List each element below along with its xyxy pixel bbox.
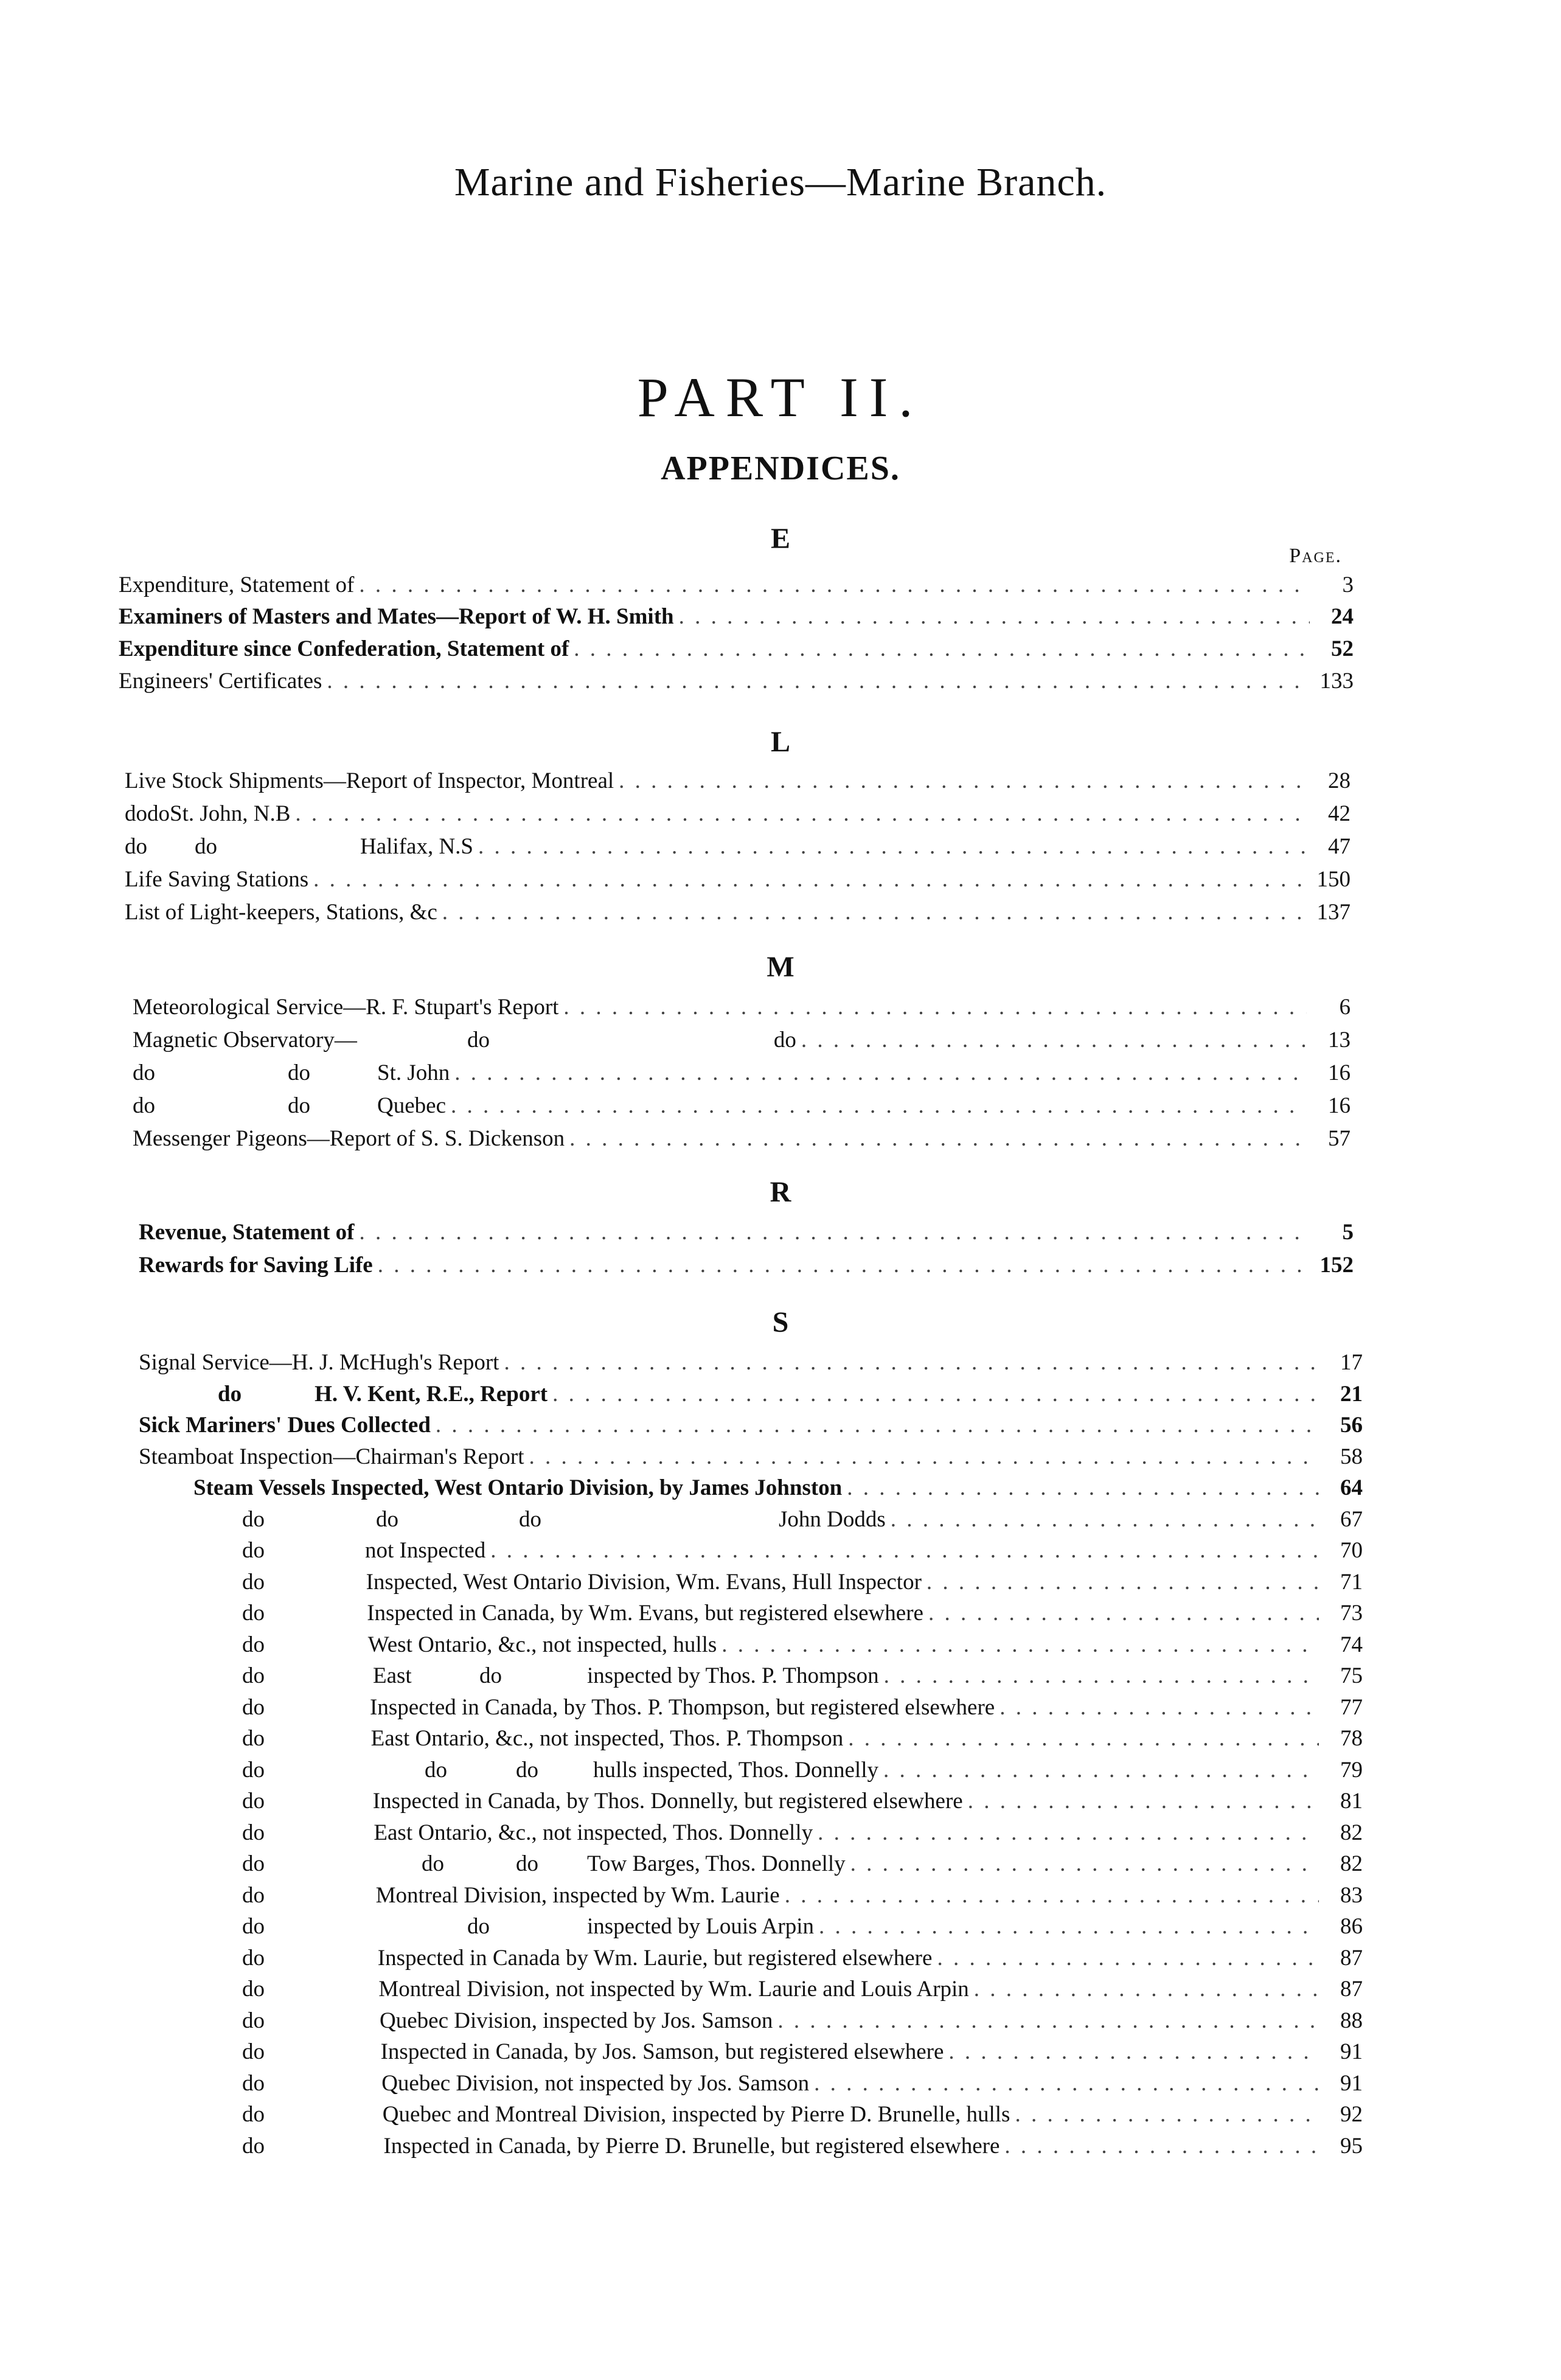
ditto-mark: do — [133, 1093, 155, 1118]
ditto-mark: do — [242, 1538, 265, 1563]
index-entry — [139, 2039, 1363, 2072]
dot-leader — [1004, 2133, 1319, 2159]
ditto-mark: do — [218, 1381, 242, 1407]
index-entry — [139, 1976, 1363, 2009]
page-number: 73 — [1340, 1601, 1363, 1626]
ditto-mark: do — [288, 1060, 310, 1085]
ditto-mark: do — [479, 1663, 502, 1688]
dot-leader — [814, 2070, 1319, 2096]
page-number: 57 — [1328, 1126, 1351, 1151]
entry-title: Examiners of Masters and Mates—Report of W. H. Smith — [119, 604, 674, 629]
index-entry — [125, 866, 1351, 899]
page-number: 28 — [1328, 768, 1351, 793]
entry-title: Sick Mariners' Dues Collected — [139, 1413, 431, 1438]
page-number: 75 — [1340, 1663, 1363, 1688]
dot-leader — [574, 636, 1310, 662]
ditto-mark: do — [422, 1851, 444, 1876]
page-number: 86 — [1340, 1914, 1363, 1939]
page-number: 91 — [1340, 2070, 1363, 2096]
index-entry — [139, 1537, 1363, 1570]
ditto-mark: do — [242, 1632, 265, 1657]
page-number: 77 — [1340, 1694, 1363, 1720]
page-number: 81 — [1340, 1789, 1363, 1814]
entry-title: Inspected in Canada, by Thos. P. Thompson, but registered elsewhere — [370, 1694, 995, 1720]
page-number: 16 — [1328, 1093, 1351, 1118]
ditto-mark: do — [242, 2070, 265, 2096]
index-entry — [139, 1663, 1363, 1696]
dot-leader — [552, 1381, 1319, 1407]
ditto-mark: do — [242, 1757, 265, 1783]
index-entry — [125, 899, 1351, 932]
dot-leader — [619, 768, 1307, 794]
index-entry — [139, 1506, 1363, 1539]
ditto-mark: do — [242, 1601, 265, 1626]
page-number: 79 — [1340, 1757, 1363, 1783]
page-number: 87 — [1340, 1945, 1363, 1971]
dot-leader — [313, 866, 1307, 892]
dot-leader — [801, 1027, 1307, 1053]
dot-leader — [454, 1060, 1307, 1086]
entry-title: East Ontario, &c., not inspected, Thos. Donnelly — [374, 1820, 813, 1845]
index-entry — [133, 1060, 1351, 1093]
ditto-mark: do — [242, 1569, 265, 1595]
ditto-mark: do — [519, 1506, 541, 1532]
page-number: 17 — [1340, 1350, 1363, 1375]
page-number: 64 — [1340, 1475, 1363, 1500]
entry-title: John Dodds — [779, 1506, 886, 1532]
ditto-mark: do — [242, 1663, 265, 1688]
index-entry — [139, 1349, 1363, 1382]
dot-leader — [891, 1506, 1319, 1533]
index-entry — [139, 1569, 1363, 1602]
ditto-mark: East — [373, 1663, 412, 1688]
ditto-mark: do — [376, 1506, 398, 1532]
dot-leader — [451, 1093, 1307, 1119]
dot-leader — [721, 1632, 1319, 1658]
dot-leader — [785, 1882, 1319, 1909]
section-letter-r: R — [770, 1176, 791, 1208]
section-letter-l: L — [770, 726, 790, 758]
dot-leader — [529, 1444, 1319, 1470]
page-number: 6 — [1339, 995, 1351, 1020]
entry-title: Messenger Pigeons—Report of S. S. Dickenson — [133, 1126, 565, 1151]
page-number: 78 — [1340, 1726, 1363, 1751]
index-entry — [139, 1219, 1354, 1252]
entry-title: Inspected in Canada, by Pierre D. Brunelle, but registered elsewhere — [383, 2133, 1000, 2159]
page-number: 21 — [1340, 1381, 1363, 1407]
ditto-mark: do — [242, 1851, 265, 1876]
index-entry — [139, 1757, 1363, 1790]
ditto-mark: do — [242, 1820, 265, 1845]
page-number: 150 — [1316, 867, 1351, 892]
page-number: 92 — [1340, 2102, 1363, 2127]
ditto-mark: do — [125, 801, 147, 826]
index-entry — [139, 1851, 1363, 1884]
page-number: 83 — [1340, 1882, 1363, 1908]
ditto-mark: do — [425, 1757, 447, 1783]
index-entry — [139, 1882, 1363, 1915]
index-entry — [139, 1820, 1363, 1853]
entry-title: Inspected, West Ontario Division, Wm. Evans, Hull Inspector — [366, 1569, 922, 1595]
page-number: 56 — [1340, 1413, 1363, 1438]
entry-title: St. John — [377, 1060, 450, 1085]
dot-leader — [490, 1537, 1319, 1564]
ditto-mark: do — [242, 2133, 265, 2159]
index-entry — [119, 604, 1354, 636]
entry-title: Expenditure, Statement of — [119, 572, 355, 597]
ditto-mark: do — [242, 1882, 265, 1908]
index-entry — [133, 1126, 1351, 1158]
dot-leader — [378, 1252, 1310, 1278]
entry-title: Inspected in Canada, by Wm. Evans, but registered elsewhere — [367, 1601, 923, 1626]
entry-title: Quebec Division, not inspected by Jos. Samson — [381, 2070, 810, 2096]
entry-title: List of Light-keepers, Stations, &c — [125, 900, 437, 925]
ditto-mark: do — [242, 1506, 265, 1532]
dot-leader — [848, 1725, 1319, 1752]
entry-title: Engineers' Certificates — [119, 669, 322, 694]
page-number: 82 — [1340, 1851, 1363, 1876]
index-entry — [139, 2133, 1363, 2166]
section-letter-e: E — [770, 523, 790, 555]
page-number: 91 — [1340, 2039, 1363, 2064]
index-entry — [139, 1412, 1363, 1445]
ditto-mark: Magnetic Observatory— — [133, 1028, 357, 1053]
entry-title: inspected by Louis Arpin — [587, 1914, 815, 1939]
index-entry — [133, 1027, 1351, 1060]
ditto-mark: do — [147, 801, 170, 826]
entry-title: Life Saving Stations — [125, 867, 309, 892]
index-entry — [139, 2101, 1363, 2134]
page-number: 133 — [1319, 669, 1354, 694]
page-number: 24 — [1331, 604, 1354, 629]
entry-title: hulls inspected, Thos. Donnelly — [593, 1757, 878, 1783]
entry-title: Quebec Division, inspected by Jos. Samson — [380, 2008, 773, 2033]
ditto-mark: do — [242, 2102, 265, 2127]
page-number: 47 — [1328, 834, 1351, 859]
appendices-title: APPENDICES. — [661, 450, 900, 487]
index-entry — [139, 1632, 1363, 1665]
index-entry — [139, 1444, 1363, 1477]
dot-leader — [1000, 1694, 1319, 1721]
entry-title: Halifax, N.S — [360, 834, 473, 859]
page-number: 42 — [1328, 801, 1351, 826]
page-number: 70 — [1340, 1538, 1363, 1563]
index-entry — [139, 1252, 1354, 1285]
dot-leader — [504, 1349, 1319, 1376]
ditto-mark: do — [195, 834, 217, 859]
index-entry — [139, 2008, 1363, 2041]
ditto-mark: do — [242, 1977, 265, 2002]
index-entry — [139, 1913, 1363, 1946]
dot-leader — [360, 1219, 1310, 1245]
entry-title: Revenue, Statement of — [139, 1220, 355, 1245]
index-entry — [119, 572, 1354, 605]
ditto-mark: do — [242, 1726, 265, 1751]
dot-leader — [884, 1663, 1319, 1689]
entry-title: Live Stock Shipments—Report of Inspector, Montreal — [125, 768, 614, 793]
index-entry — [139, 1600, 1363, 1633]
index-entry — [139, 2070, 1363, 2103]
ditto-mark: do — [242, 1789, 265, 1814]
part-title: PART II. — [637, 366, 924, 428]
page-number: 71 — [1340, 1569, 1363, 1595]
entry-title: Meteorological Service—R. F. Stupart's Report — [133, 995, 559, 1020]
ditto-mark: do — [242, 1694, 265, 1720]
entry-title: H. V. Kent, R.E., Report — [315, 1381, 548, 1407]
section-letter-m: M — [767, 951, 794, 983]
dot-leader — [569, 1126, 1307, 1152]
page-number: 87 — [1340, 1977, 1363, 2002]
dot-leader — [777, 2008, 1319, 2034]
dot-leader — [818, 1820, 1319, 1846]
entry-title: Rewards for Saving Life — [139, 1253, 373, 1278]
ditto-mark: do — [516, 1851, 538, 1876]
dot-leader — [927, 1569, 1319, 1595]
entry-title: Signal Service—H. J. McHugh's Report — [139, 1350, 499, 1375]
entry-title: Montreal Division, not inspected by Wm. Laurie and Louis Arpin — [378, 1977, 969, 2002]
entry-title: Steamboat Inspection—Chairman's Report — [139, 1444, 524, 1469]
index-entry — [139, 1694, 1363, 1727]
entry-title: Quebec — [377, 1093, 446, 1118]
ditto-mark: do — [133, 1060, 155, 1085]
dot-leader — [968, 1788, 1319, 1814]
dot-leader — [359, 572, 1310, 598]
page-number: 52 — [1331, 636, 1354, 661]
index-entry — [125, 768, 1351, 801]
entry-title: Montreal Division, inspected by Wm. Laurie — [375, 1882, 780, 1908]
index-entry — [133, 994, 1351, 1027]
ditto-mark: do — [242, 1945, 265, 1971]
entry-title: Inspected in Canada, by Jos. Samson, but registered elsewhere — [380, 2039, 944, 2064]
ditto-mark: do — [242, 2008, 265, 2033]
page-column-label: Page. — [1289, 545, 1342, 567]
dot-leader — [974, 1976, 1319, 2002]
index-entry — [119, 668, 1354, 701]
dot-leader — [847, 1475, 1319, 1501]
entry-title: not Inspected — [365, 1538, 486, 1563]
page-number: 88 — [1340, 2008, 1363, 2033]
dot-leader — [819, 1913, 1319, 1940]
page-number: 13 — [1328, 1028, 1351, 1053]
page-number: 58 — [1340, 1444, 1363, 1469]
entry-title: Quebec and Montreal Division, inspected by Pierre D. Brunelle, hulls — [382, 2102, 1010, 2127]
entry-title: Expenditure since Confederation, Statement of — [119, 636, 569, 661]
section-letter-s: S — [772, 1306, 789, 1338]
dot-leader — [478, 833, 1307, 860]
dot-leader — [436, 1412, 1319, 1438]
ditto-mark: do — [242, 2039, 265, 2064]
ditto-mark: do — [288, 1093, 310, 1118]
entry-title: Steam Vessels Inspected, West Ontario Division, by James Johnston — [193, 1475, 843, 1500]
dot-leader — [679, 604, 1310, 630]
page-number: 137 — [1316, 900, 1351, 925]
entry-title: Tow Barges, Thos. Donnelly — [587, 1851, 846, 1876]
entry-title: do — [773, 1028, 796, 1053]
page-number: 3 — [1342, 572, 1354, 597]
dot-leader — [850, 1851, 1319, 1877]
ditto-mark: do — [467, 1914, 490, 1939]
index-entry — [139, 1725, 1363, 1758]
entry-title: Inspected in Canada by Wm. Laurie, but registered elsewhere — [377, 1945, 933, 1971]
entry-title: West Ontario, &c., not inspected, hulls — [367, 1632, 717, 1657]
page-number: 16 — [1328, 1060, 1351, 1085]
dot-leader — [295, 801, 1307, 827]
entry-title: Inspected in Canada, by Thos. Donnelly, but registered elsewhere — [372, 1789, 963, 1814]
entry-title: inspected by Thos. P. Thompson — [587, 1663, 879, 1688]
index-entry — [139, 1381, 1363, 1414]
index-entry — [139, 1788, 1363, 1821]
dot-leader — [1015, 2101, 1319, 2128]
dot-leader — [442, 899, 1307, 925]
page-number: 152 — [1319, 1253, 1354, 1278]
page-number: 67 — [1340, 1506, 1363, 1532]
index-entry — [193, 1475, 1363, 1508]
ditto-mark: do — [125, 834, 147, 859]
entry-title: East Ontario, &c., not inspected, Thos. P. Thompson — [370, 1726, 844, 1751]
index-entry — [125, 801, 1351, 833]
dot-leader — [883, 1757, 1319, 1783]
index-entry — [119, 636, 1354, 669]
running-header: Marine and Fisheries—Marine Branch. — [454, 160, 1107, 204]
dot-leader — [937, 1945, 1319, 1971]
index-entry — [139, 1945, 1363, 1978]
index-entry — [125, 833, 1351, 866]
dot-leader — [327, 668, 1310, 694]
dot-leader — [928, 1600, 1319, 1626]
index-entry — [133, 1093, 1351, 1126]
ditto-mark: do — [467, 1028, 490, 1053]
page-number: 95 — [1340, 2133, 1363, 2159]
dot-leader — [563, 994, 1307, 1020]
page-number: 82 — [1340, 1820, 1363, 1845]
ditto-mark: do — [242, 1914, 265, 1939]
page-number: 74 — [1340, 1632, 1363, 1657]
page-number: 5 — [1342, 1220, 1354, 1245]
dot-leader — [948, 2039, 1319, 2065]
entry-title: St. John, N.B — [170, 801, 291, 826]
ditto-mark: do — [516, 1757, 538, 1783]
